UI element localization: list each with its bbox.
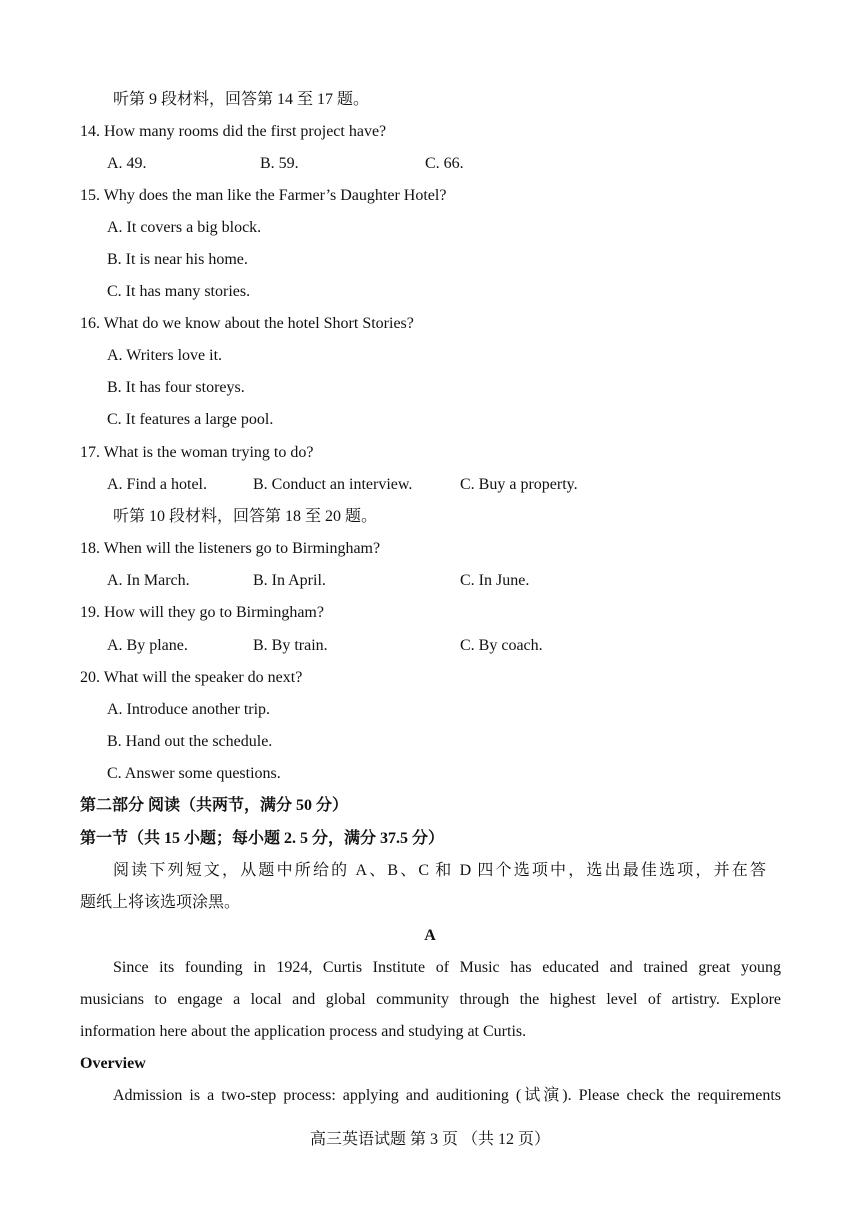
question-15-stem: 15. Why does the man like the Farmer’s Daughter Hotel? xyxy=(80,187,447,204)
option-a: A. In March. xyxy=(107,572,190,589)
question-16-stem: 16. What do we know about the hotel Short Stories? xyxy=(80,315,414,332)
option-b: B. Conduct an interview. xyxy=(253,476,413,493)
option-b: B. 59. xyxy=(260,155,299,172)
option-a: A. Find a hotel. xyxy=(107,476,207,493)
option-c: C. By coach. xyxy=(460,637,543,654)
part-2-heading: 第二部分 阅读（共两节，满分 50 分） xyxy=(80,797,349,814)
option-a: A. By plane. xyxy=(107,637,188,654)
question-20-option-a: A. Introduce another trip. xyxy=(107,701,271,718)
question-20-stem: 20. What will the speaker do next? xyxy=(80,669,303,686)
question-20-option-b: B. Hand out the schedule. xyxy=(107,733,273,750)
option-c: C. In June. xyxy=(460,572,530,589)
question-16-option-b: B. It has four storeys. xyxy=(107,379,245,396)
question-19-stem: 19. How will they go to Birmingham? xyxy=(80,604,324,621)
option-b: B. In April. xyxy=(253,572,326,589)
overview-heading: Overview xyxy=(80,1055,146,1072)
question-15-option-b: B. It is near his home. xyxy=(107,251,248,268)
question-20-option-c: C. Answer some questions. xyxy=(107,765,281,782)
question-16-option-c: C. It features a large pool. xyxy=(107,411,274,428)
question-15-option-a: A. It covers a big block. xyxy=(107,219,262,236)
question-15-option-c: C. It has many stories. xyxy=(107,283,251,300)
passage-letter: A xyxy=(424,927,436,944)
passage-para-1-line-2: musicians to engage a local and global community through the highest level of artistry. Explore xyxy=(80,991,781,1008)
section-1-heading: 第一节（共 15 小题；每小题 2. 5 分，满分 37.5 分） xyxy=(80,830,445,847)
option-b: B. By train. xyxy=(253,637,328,654)
section-9-intro: 听第 9 段材料，回答第 14 至 17 题。 xyxy=(113,91,370,108)
reading-instructions-line-1: 阅读下列短文，从题中所给的 A、B、C 和 D 四个选项中，选出最佳选项，并在答 xyxy=(113,862,766,879)
page-footer: 高三英语试题 第 3 页 （共 12 页） xyxy=(309,1131,550,1148)
option-c: C. Buy a property. xyxy=(460,476,578,493)
reading-instructions-line-2: 题纸上将该选项涂黑。 xyxy=(80,894,241,911)
question-18-stem: 18. When will the listeners go to Birmingham? xyxy=(80,540,381,557)
question-14-stem: 14. How many rooms did the first project have? xyxy=(80,123,387,140)
question-17-stem: 17. What is the woman trying to do? xyxy=(80,444,314,461)
question-16-option-a: A. Writers love it. xyxy=(107,347,223,364)
option-a: A. 49. xyxy=(107,155,147,172)
passage-para-1-line-3: information here about the application process and studying at Curtis. xyxy=(80,1023,527,1040)
section-10-intro: 听第 10 段材料，回答第 18 至 20 题。 xyxy=(113,508,378,525)
option-c: C. 66. xyxy=(425,155,464,172)
passage-para-1-line-1: Since its founding in 1924, Curtis Institute of Music has educated and trained great young xyxy=(113,959,781,976)
passage-para-2-line-1: Admission is a two-step process: applying and auditioning (试演). Please check the requirements xyxy=(113,1087,781,1104)
